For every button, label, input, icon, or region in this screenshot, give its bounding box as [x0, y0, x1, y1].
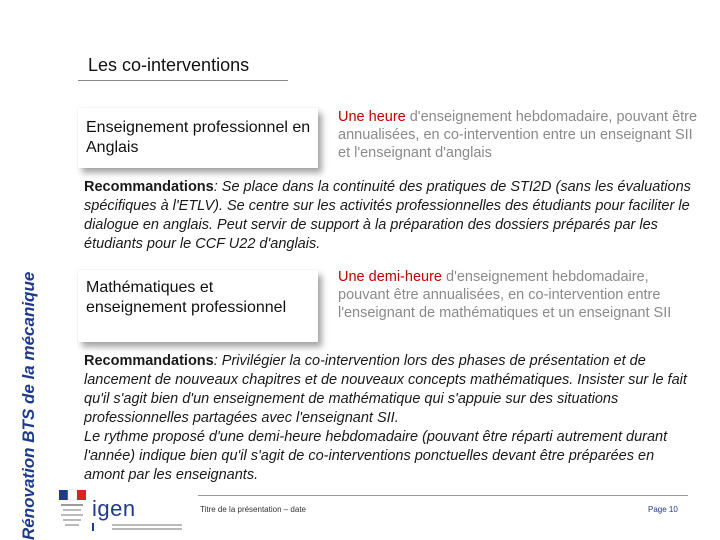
igen-wordmark: igen — [92, 496, 136, 521]
igen-accent — [92, 523, 94, 531]
box-maths — [78, 270, 318, 342]
recommendations-english — [84, 178, 694, 254]
footer-divider — [198, 495, 688, 496]
box-english-label: Enseignement professionnel en Anglais — [86, 119, 311, 156]
ministry-logo — [55, 488, 89, 534]
side-title: Rénovation BTS de la mécanique — [19, 271, 38, 540]
page-title: Les co-interventions — [88, 55, 250, 75]
rec-maths-head: Recommandations — [84, 353, 214, 369]
box-english — [78, 108, 318, 168]
rec-english-text: : Se place dans la continuité des pratiques de STI2D (sans les évaluations spécifiques à l'ETLV). Se centre sur les activités professionnelles des étudiants pour faciliter le dialogue en anglais. Peut servir de support à la préparation des dossiers préparés par les étudiants pour le CCF U22 d'anglais. — [84, 179, 691, 252]
box-maths-label: Mathématiques et enseignement professionnel — [86, 279, 287, 316]
igen-subtitle-line — [112, 524, 182, 526]
desc-maths-rest: d'enseignement hebdomadaire, pouvant être annualisées, en co-intervention entre l'enseignant de mathématiques et un enseignant SII — [338, 269, 672, 321]
igen-subtitle-line — [112, 528, 182, 530]
footer-page-number: Page 10 — [648, 505, 678, 514]
igen-logo — [92, 496, 182, 532]
desc-maths — [338, 268, 698, 322]
rec-maths-text: : Privilégier la co-intervention lors des phases de présentation et de lancement de nouveaux chapitres et de nouveaux concepts mathématiques. Insister sur le fait qu'il s'agit bien d'un enseignement de mathématique qui s'appuie sur des situations professionnelles partagées avec l'enseignant SII. — [84, 353, 687, 426]
rec-maths-text2: Le rythme proposé d'une demi-heure hebdomadaire (pouvant être réparti autrement durant l'année) indique bien qu'il s'agit de co-interventions ponctuelles devant être préparées en amont par les enseignants. — [84, 429, 668, 483]
rec-english-head: Recommandations — [84, 179, 214, 195]
desc-english-highlight: Une heure — [338, 109, 406, 125]
title-underline — [78, 80, 288, 81]
footer-presentation-title: Titre de la présentation – date — [200, 505, 306, 514]
desc-english-rest: d'enseignement hebdomadaire, pouvant être annualisées, en co-intervention entre un enseignant SII et l'enseignant d'anglais — [338, 109, 698, 161]
recommendations-maths — [84, 352, 694, 485]
desc-english — [338, 108, 698, 162]
desc-maths-highlight: Une demi-heure — [338, 269, 442, 285]
